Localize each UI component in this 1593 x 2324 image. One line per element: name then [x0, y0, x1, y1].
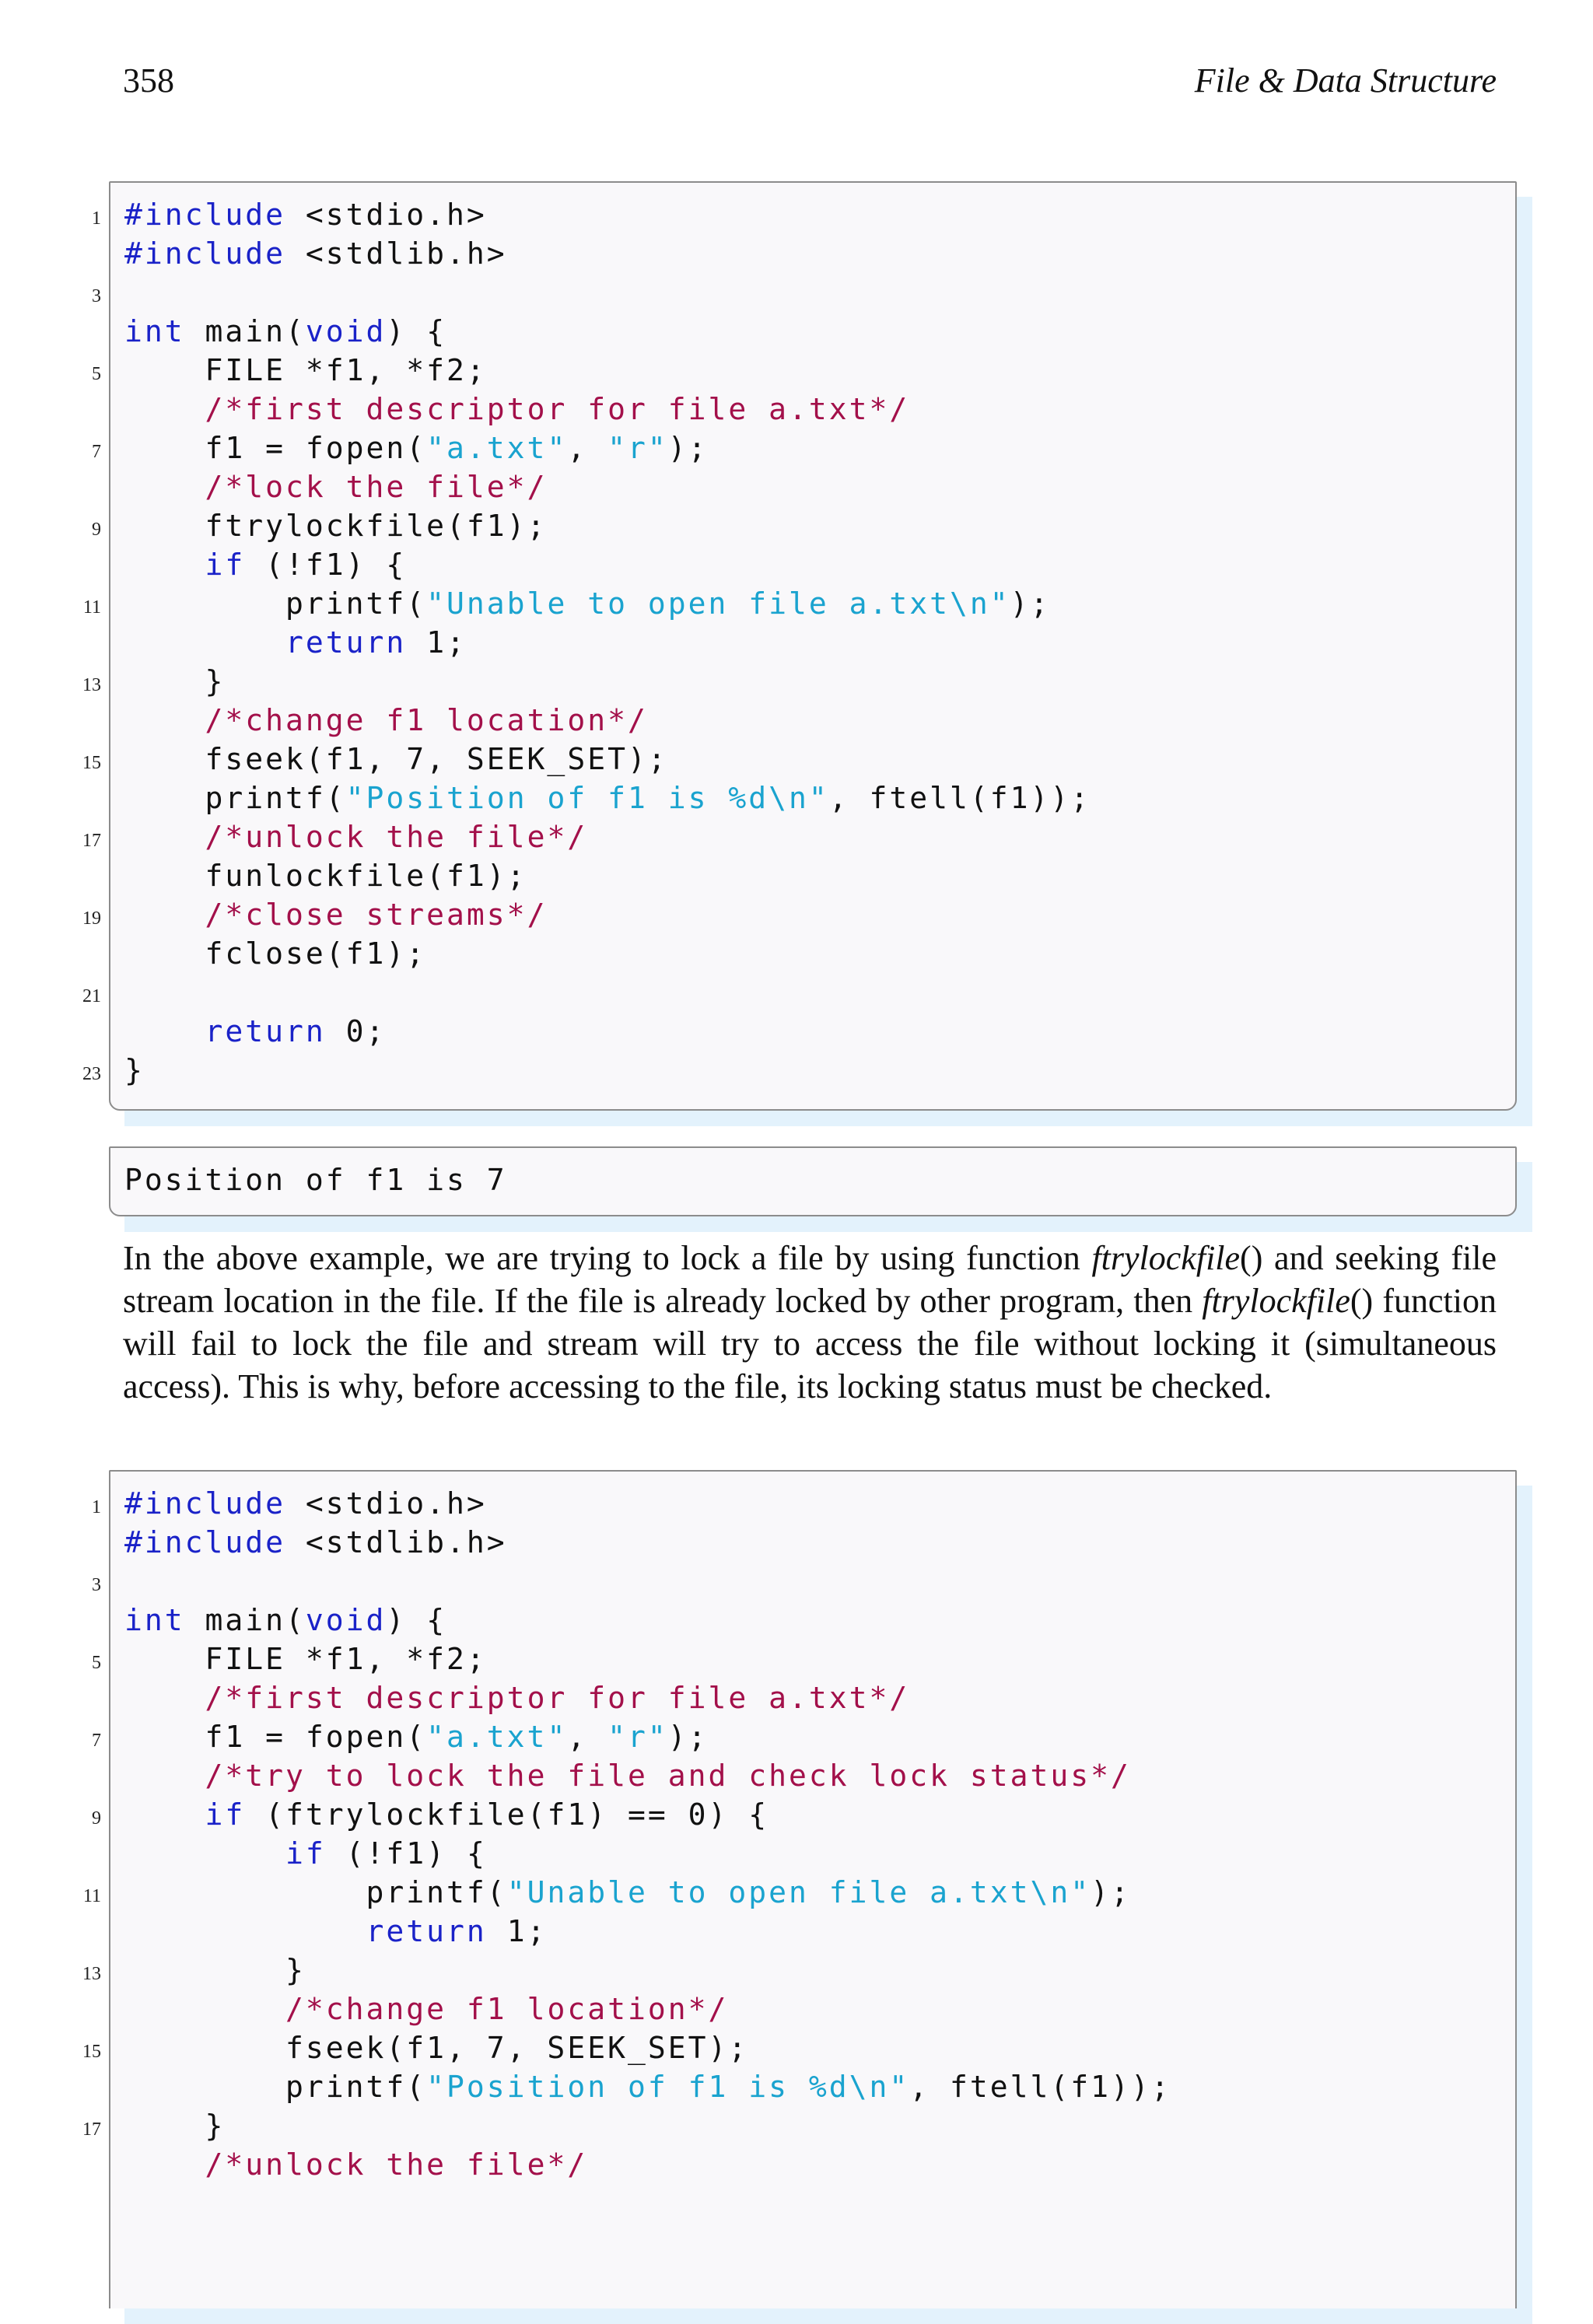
code-token — [124, 1914, 366, 1948]
keyword-token: if — [285, 1836, 326, 1871]
string-token: "r" — [607, 1720, 668, 1754]
code-token — [124, 1681, 205, 1715]
code-token: printf( — [124, 586, 427, 621]
code-line — [82, 2106, 1517, 2145]
code-line — [124, 701, 1517, 740]
code-text — [124, 701, 648, 740]
code-token: main( — [184, 1603, 306, 1637]
code-token — [124, 2147, 205, 2182]
code-text — [124, 740, 668, 779]
code-text — [124, 817, 587, 856]
code-token: 1; — [486, 1914, 548, 1948]
code-token: ); — [1091, 1875, 1131, 1909]
line-number: 19 — [82, 908, 101, 929]
code-token: (!f1) { — [245, 548, 407, 582]
line-number: 11 — [82, 597, 101, 618]
code-line — [92, 506, 1517, 545]
code-token — [124, 625, 285, 660]
code-text — [124, 351, 487, 390]
code-token: funlockfile(f1); — [124, 859, 527, 893]
code-line — [124, 1012, 1517, 1051]
comment-token: /*unlock the file*/ — [205, 820, 588, 854]
code-token: , ftell(f1)); — [909, 2070, 1171, 2104]
code-line — [124, 1834, 1517, 1873]
code-token: ) { — [386, 1603, 447, 1637]
code-token — [124, 392, 205, 426]
code-token: 1; — [406, 625, 467, 660]
line-number: 23 — [82, 1064, 101, 1084]
code-line — [124, 934, 1517, 973]
program-output — [109, 1146, 1532, 1232]
comment-token: /*first descriptor for file a.txt*/ — [205, 1681, 910, 1715]
code-text — [124, 1051, 145, 1090]
page-number: 358 — [123, 61, 174, 100]
keyword-token: if — [205, 548, 246, 582]
code-text — [124, 779, 1091, 817]
line-number: 15 — [82, 753, 101, 773]
code-token: <stdio.h> — [285, 1486, 487, 1521]
code-line — [82, 973, 1517, 1012]
code-token: fclose(f1); — [124, 936, 427, 971]
line-number: 11 — [82, 1886, 101, 1906]
code-text — [124, 623, 467, 662]
code-text — [124, 856, 527, 895]
keyword-token: #include — [124, 1525, 286, 1559]
code-line — [124, 390, 1517, 429]
code-token: f1 = fopen( — [124, 1720, 427, 1754]
keyword-token: #include — [124, 236, 286, 271]
comment-token: /*change f1 location*/ — [205, 703, 648, 737]
code-lines — [82, 195, 1517, 1090]
code-line — [82, 584, 1517, 623]
code-line — [124, 1601, 1517, 1640]
code-listing-1 — [82, 181, 1532, 1126]
code-line — [82, 662, 1517, 701]
code-text — [124, 895, 547, 934]
code-token — [124, 548, 205, 582]
code-text — [124, 312, 446, 351]
code-token: printf( — [124, 1875, 507, 1909]
code-line — [92, 429, 1517, 467]
code-line — [124, 779, 1517, 817]
code-text — [124, 934, 426, 973]
code-line — [82, 817, 1517, 856]
code-line — [92, 273, 1517, 312]
code-text — [124, 1873, 1131, 1912]
comment-token: /*change f1 location*/ — [285, 1992, 729, 2026]
code-text — [124, 1484, 487, 1523]
code-text — [124, 2028, 748, 2067]
code-line — [82, 1951, 1517, 1990]
string-token: "Unable to open file a.txt\n" — [426, 586, 1010, 621]
code-line — [92, 1484, 1517, 1523]
code-line — [124, 2067, 1517, 2106]
code-text — [124, 1640, 487, 1678]
code-line — [92, 1562, 1517, 1601]
line-number: 13 — [82, 1964, 101, 1984]
code-line — [124, 2145, 1517, 2184]
code-line — [82, 895, 1517, 934]
line-number: 9 — [92, 1808, 101, 1829]
keyword-token: int — [124, 314, 185, 348]
code-line — [124, 545, 1517, 584]
code-token — [124, 1836, 285, 1871]
code-lines — [82, 1484, 1517, 2184]
comment-token: /*first descriptor for file a.txt*/ — [205, 392, 910, 426]
string-token: "Position of f1 is %d\n" — [345, 781, 829, 815]
code-line — [92, 1717, 1517, 1756]
line-number: 17 — [82, 2119, 101, 2140]
line-number: 7 — [92, 1731, 101, 1751]
code-text — [124, 1834, 487, 1873]
code-token: main( — [184, 314, 306, 348]
line-number: 9 — [92, 520, 101, 540]
keyword-token: if — [205, 1797, 246, 1832]
comment-token: /*lock the file*/ — [205, 470, 548, 504]
code-token: } — [124, 1953, 306, 1987]
code-token: ftrylockfile(f1); — [124, 509, 548, 543]
line-number: 3 — [92, 1575, 101, 1595]
code-token: ); — [667, 431, 709, 465]
paragraph-text: () function will fail to lock the file and stream will try to access the file without locking it (simultaneous access). This is why, before accessing to the file, its locking status must be checked. — [123, 1282, 1497, 1405]
code-line — [124, 856, 1517, 895]
keyword-token: return — [366, 1914, 487, 1948]
code-text — [124, 195, 487, 234]
code-text — [124, 390, 909, 429]
code-line — [92, 1640, 1517, 1678]
string-token: "a.txt" — [426, 1720, 568, 1754]
code-line — [124, 312, 1517, 351]
code-token: ); — [667, 1720, 709, 1754]
line-number: 3 — [92, 286, 101, 306]
running-title: File & Data Structure — [1194, 61, 1497, 100]
code-line — [82, 2028, 1517, 2067]
line-number: 7 — [92, 442, 101, 462]
code-text — [124, 545, 406, 584]
code-text — [124, 1990, 728, 2028]
code-line — [82, 1051, 1517, 1090]
code-token: <stdlib.h> — [285, 1525, 507, 1559]
keyword-token: void — [305, 1603, 387, 1637]
code-token: printf( — [124, 781, 346, 815]
code-token: f1 = fopen( — [124, 431, 427, 465]
code-text — [124, 1160, 507, 1199]
code-token — [124, 1797, 205, 1832]
code-line — [82, 1873, 1517, 1912]
code-token — [124, 1759, 205, 1793]
code-text — [124, 2106, 225, 2145]
code-token — [124, 1992, 285, 2026]
function-name: ftrylockfile — [1091, 1239, 1241, 1277]
code-token: <stdlib.h> — [285, 236, 507, 271]
code-token: ) { — [386, 314, 447, 348]
code-token: 0; — [325, 1014, 387, 1048]
code-token — [124, 820, 205, 854]
keyword-token: void — [305, 314, 387, 348]
code-token — [124, 898, 205, 932]
paragraph-text: In the above example, we are trying to lock a file by using function — [123, 1239, 1092, 1277]
comment-token: /*unlock the file*/ — [205, 2147, 588, 2182]
code-text — [124, 429, 709, 467]
code-token — [124, 470, 205, 504]
keyword-token: return — [205, 1014, 326, 1048]
comment-token: /*close streams*/ — [205, 898, 548, 932]
code-token: fseek(f1, 7, SEEK_SET); — [124, 2031, 749, 2065]
function-name: ftrylockfile — [1202, 1282, 1350, 1320]
code-text — [124, 467, 547, 506]
code-text — [124, 1523, 507, 1562]
code-line — [124, 1990, 1517, 2028]
keyword-token: int — [124, 1603, 185, 1637]
line-number: 1 — [92, 1497, 101, 1517]
comment-token: /*try to lock the file and check lock status*/ — [205, 1759, 1131, 1793]
code-line — [124, 234, 1517, 273]
string-token: "a.txt" — [426, 431, 568, 465]
code-token: , — [567, 431, 608, 465]
code-text — [124, 1951, 306, 1990]
code-token: } — [124, 2109, 226, 2143]
string-token: "Position of f1 is %d\n" — [426, 2070, 910, 2104]
keyword-token: #include — [124, 1486, 286, 1521]
code-listing-2 — [82, 1470, 1532, 2324]
code-text — [124, 1717, 709, 1756]
paragraph-text: () and seeking file stream location in the file. If the file is already locked by other program, then — [123, 1239, 1497, 1320]
code-text — [124, 234, 507, 273]
line-number: 13 — [82, 675, 101, 695]
code-token: } — [124, 1053, 145, 1087]
line-number: 1 — [92, 208, 101, 229]
code-token: , ftell(f1)); — [828, 781, 1091, 815]
code-token: FILE *f1, *f2; — [124, 353, 487, 387]
line-number: 17 — [82, 831, 101, 851]
code-token — [124, 1014, 205, 1048]
code-text — [124, 2067, 1171, 2106]
string-token: "Unable to open file a.txt\n" — [506, 1875, 1091, 1909]
code-token: , — [567, 1720, 608, 1754]
code-text — [124, 584, 1050, 623]
code-text — [124, 2145, 587, 2184]
code-line — [124, 1678, 1517, 1717]
code-token: FILE *f1, *f2; — [124, 1642, 487, 1676]
code-text — [124, 1678, 909, 1717]
code-line — [124, 1160, 1517, 1199]
line-number: 5 — [92, 1653, 101, 1673]
code-line — [92, 351, 1517, 390]
code-text — [124, 1912, 547, 1951]
code-token: Position of f1 is 7 — [124, 1163, 507, 1197]
line-number: 15 — [82, 2042, 101, 2062]
code-token: fseek(f1, 7, SEEK_SET); — [124, 742, 668, 776]
code-token: (ftrylockfile(f1) == 0) { — [245, 1797, 769, 1832]
keyword-token: #include — [124, 198, 286, 232]
code-line — [82, 740, 1517, 779]
code-text — [124, 662, 225, 701]
keyword-token: return — [285, 625, 407, 660]
code-token — [124, 703, 205, 737]
code-line — [124, 623, 1517, 662]
output-lines — [124, 1160, 1517, 1199]
code-line — [124, 1912, 1517, 1951]
code-token: (!f1) { — [325, 1836, 487, 1871]
code-line — [124, 1756, 1517, 1795]
code-token: <stdio.h> — [285, 198, 487, 232]
code-text — [124, 1601, 446, 1640]
code-token: } — [124, 664, 226, 698]
code-line — [124, 1523, 1517, 1562]
code-token: ); — [1010, 586, 1051, 621]
code-line — [124, 467, 1517, 506]
code-token: printf( — [124, 2070, 427, 2104]
code-text — [124, 1756, 1131, 1795]
code-line — [92, 195, 1517, 234]
code-text — [124, 1795, 768, 1834]
string-token: "r" — [607, 431, 668, 465]
line-number: 5 — [92, 364, 101, 384]
code-line — [92, 1795, 1517, 1834]
line-number: 21 — [82, 986, 101, 1006]
code-text — [124, 1012, 386, 1051]
code-text — [124, 506, 547, 545]
explanation-paragraph — [123, 1237, 1497, 1408]
